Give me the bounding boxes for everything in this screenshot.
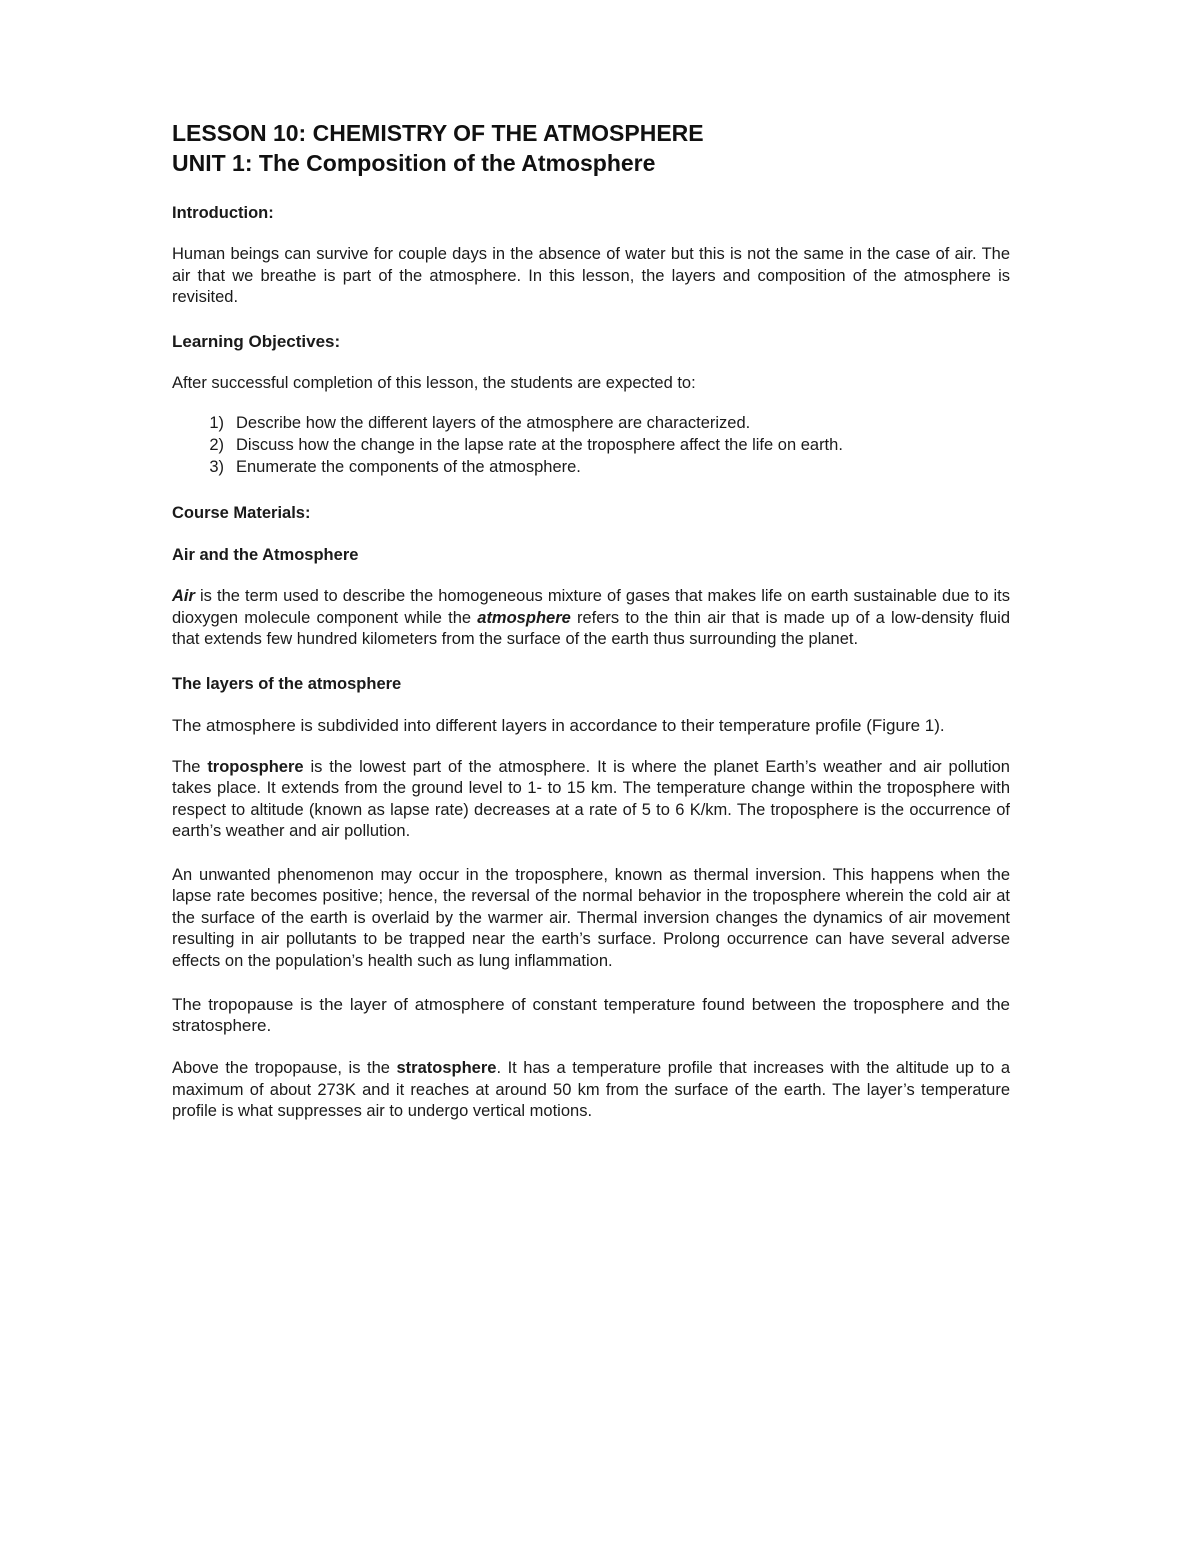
list-item-number: 3) — [209, 458, 224, 476]
stratosphere-paragraph — [172, 1058, 1010, 1123]
objectives-list — [172, 412, 1010, 478]
troposphere-paragraph — [172, 757, 1010, 843]
list-item — [172, 412, 1010, 434]
term-air: Air — [172, 587, 195, 605]
stratosphere-text-pre: Above the tropopause, is the — [172, 1059, 397, 1077]
layers-section-heading: The layers of the atmosphere — [172, 674, 402, 693]
troposphere-text-post: is the lowest part of the atmosphere. It is where the planet Earth’s weather and air pollution takes place. It extends from the ground level to 1- to 15 km. The temperature change within the troposphere with respect to altitude (known as lapse rate) decreases at a rate of 5 to 6 K/km. The troposphere is the occurrence of earth’s weather and air pollution. — [172, 757, 1010, 840]
term-stratosphere: stratosphere — [396, 1059, 497, 1077]
list-item-text: Discuss how the change in the lapse rate at the troposphere affect the life on earth. — [236, 436, 843, 454]
air-section-heading: Air and the Atmosphere — [172, 546, 359, 564]
term-troposphere: troposphere — [207, 757, 304, 776]
introduction-heading: Introduction: — [172, 204, 274, 222]
objectives-lead: After successful completion of this lesson, the students are expected to: — [172, 373, 696, 392]
air-text-part-1: is the term used to describe the homogeneous mixture of gases that makes life on earth sustainable due to its dioxygen molecule component while the — [172, 587, 1010, 627]
list-item-text: Enumerate the components of the atmosphere. — [236, 458, 581, 476]
learning-objectives-heading: Learning Objectives: — [172, 331, 341, 351]
list-item — [172, 456, 1010, 478]
lesson-title: LESSON 10: CHEMISTRY OF THE ATMOSPHERE — [172, 120, 704, 146]
course-materials-heading: Course Materials: — [172, 504, 311, 522]
unit-title: UNIT 1: The Composition of the Atmosphere — [172, 150, 656, 176]
thermal-inversion-paragraph: An unwanted phenomenon may occur in the troposphere, known as thermal inversion. This happens when the lapse rate becomes positive; hence, the reversal of the normal behavior in the troposphere wherein the cold air at the surface of the earth is overlaid by the warmer air. Thermal inversion changes the dynamics of air movement resulting in air pollutants to be trapped near the earth’s surface. Prolong occurrence can have several adverse effects on the population’s health such as lung inflammation. — [172, 865, 1010, 970]
introduction-paragraph: Human beings can survive for couple days in the absence of water but this is not the same in the case of air. The air that we breathe is part of the atmosphere. In this lesson, the layers and composition of the atmosphere is revisited. — [172, 245, 1010, 306]
troposphere-text-pre: The — [172, 757, 208, 776]
layers-intro-paragraph: The atmosphere is subdivided into different layers in accordance to their temperature profile (Figure 1). — [172, 715, 945, 735]
document-page — [172, 118, 1010, 1123]
air-paragraph — [172, 586, 1010, 651]
term-atmosphere: atmosphere — [477, 608, 571, 627]
list-item-text: Describe how the different layers of the atmosphere are characterized. — [236, 414, 751, 432]
list-item-number: 2) — [209, 436, 224, 454]
tropopause-paragraph: The tropopause is the layer of atmosphere of constant temperature found between the troposphere and the stratosphere. — [172, 995, 1010, 1035]
list-item — [172, 434, 1010, 456]
list-item-number: 1) — [209, 414, 224, 432]
stratosphere-text-post: . It has a temperature profile that increases with the altitude up to a maximum of about 273K and it reaches at around 50 km from the surface of the earth. The layer’s temperature profile is what suppresses air to undergo vertical motions. — [172, 1059, 1010, 1120]
air-text-part-2: refers to the thin air that is made up of a low-density fluid that extends few hundred kilometers from the surface of the earth thus surrounding the planet. — [172, 608, 1010, 648]
